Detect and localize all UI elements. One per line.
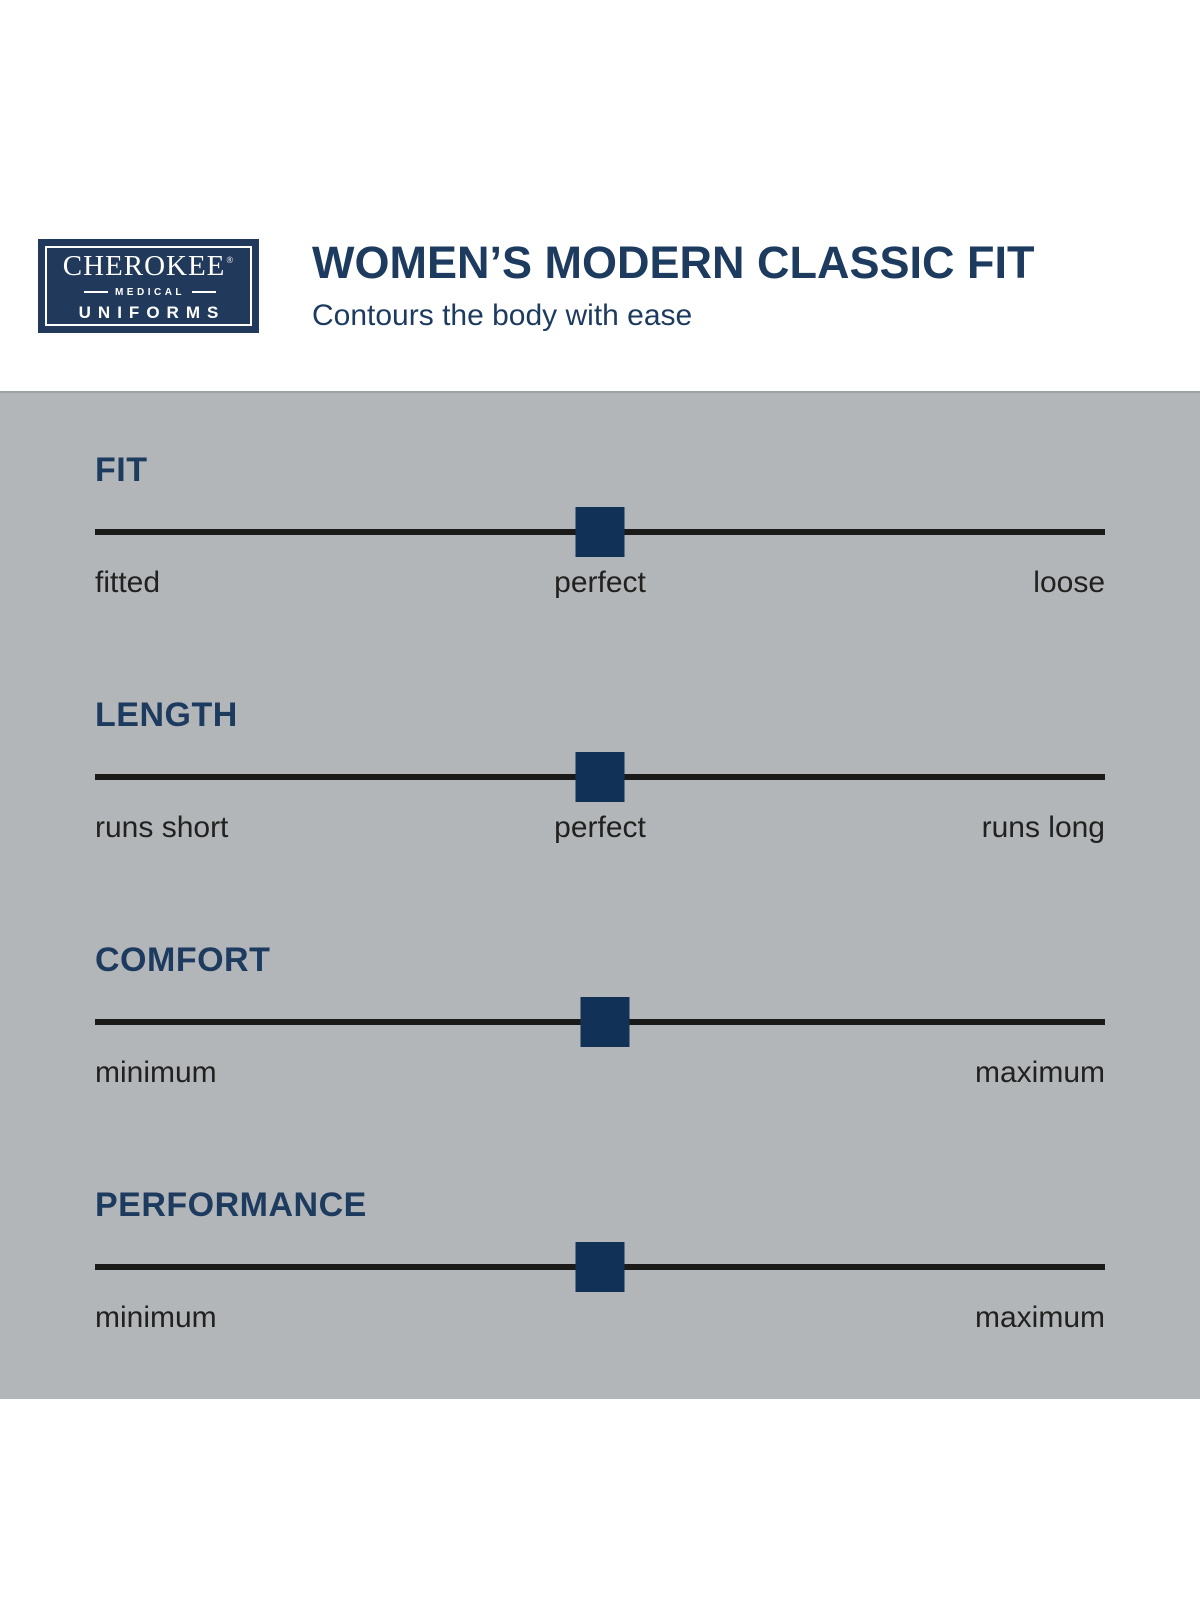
scale-section-fit xyxy=(95,453,1105,601)
scale-section-length xyxy=(95,698,1105,846)
scale-label-left: runs short xyxy=(95,811,229,844)
performance-slider-marker xyxy=(576,1242,625,1292)
scale-label-center: perfect xyxy=(554,811,646,844)
header xyxy=(0,0,1200,391)
length-scale-labels xyxy=(95,810,1105,846)
logo-uniforms-text: UNIFORMS xyxy=(78,302,226,322)
scale-label-left: minimum xyxy=(95,1056,217,1089)
scale-title-fit: FIT xyxy=(95,451,148,489)
logo-brand-name xyxy=(62,249,235,282)
scale-label-right: runs long xyxy=(981,811,1105,844)
logo-brand-text: CHEROKEE xyxy=(62,249,226,282)
fit-slider-track xyxy=(95,507,1105,557)
scale-label-right: maximum xyxy=(974,1056,1105,1089)
scale-title-length: LENGTH xyxy=(95,696,238,734)
scale-title-performance: PERFORMANCE xyxy=(95,1186,367,1224)
scale-label-right: maximum xyxy=(974,1301,1105,1334)
comfort-slider-marker xyxy=(581,997,630,1047)
comfort-slider-track xyxy=(95,997,1105,1047)
performance-slider-track xyxy=(95,1242,1105,1292)
scale-section-comfort xyxy=(95,943,1105,1091)
length-slider-marker xyxy=(576,752,625,802)
registered-trademark-icon: ® xyxy=(226,254,235,265)
cherokee-logo xyxy=(38,239,259,333)
scale-section-performance xyxy=(95,1188,1105,1336)
scale-label-left: fitted xyxy=(95,566,161,599)
scale-title-comfort: COMFORT xyxy=(95,941,271,979)
title-block xyxy=(312,237,1035,332)
scale-label-center: perfect xyxy=(554,566,646,599)
fit-guide-panel xyxy=(0,391,1200,1399)
fit-scale-labels xyxy=(95,565,1105,601)
page-subtitle: Contours the body with ease xyxy=(312,299,693,332)
scale-label-right: loose xyxy=(1033,566,1105,599)
logo-medical-text: MEDICAL xyxy=(114,286,186,298)
performance-scale-labels xyxy=(95,1300,1105,1336)
fit-slider-marker xyxy=(576,507,625,557)
page-title: WOMEN’S MODERN CLASSIC FIT xyxy=(312,237,1035,288)
length-slider-track xyxy=(95,752,1105,802)
scale-label-left: minimum xyxy=(95,1301,217,1334)
comfort-scale-labels xyxy=(95,1055,1105,1091)
